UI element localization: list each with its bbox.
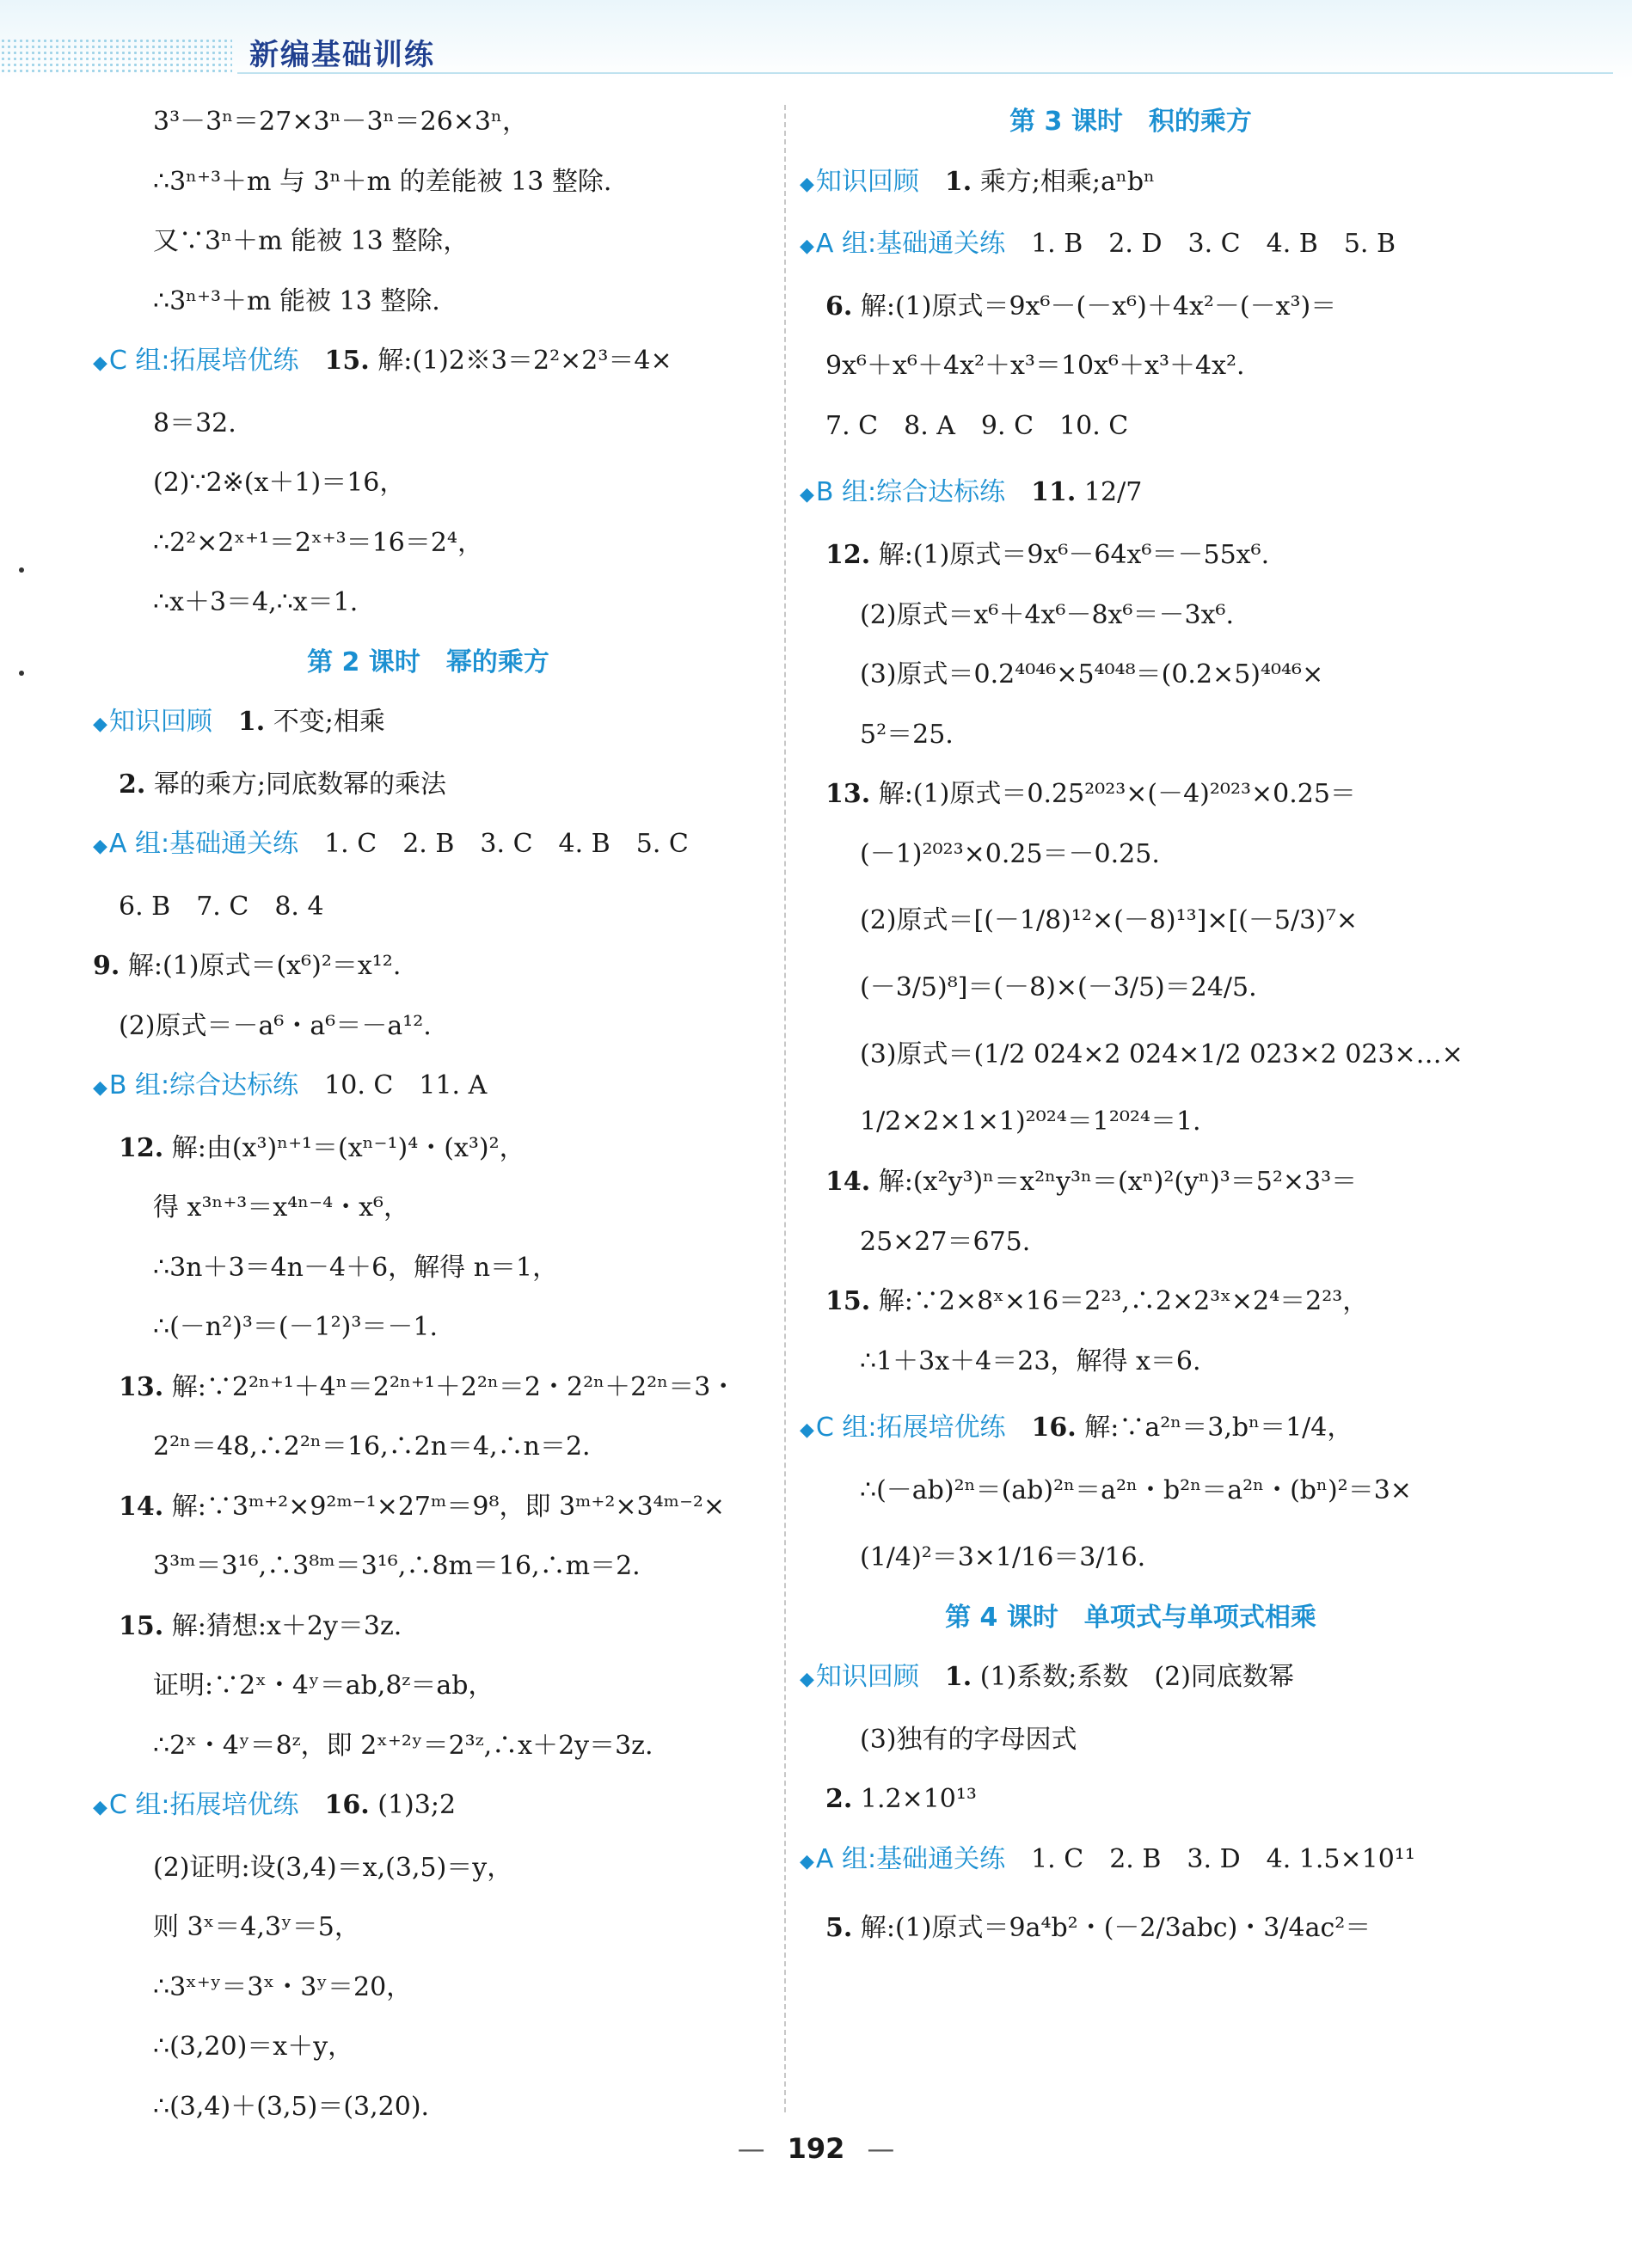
section-line [800,1842,1462,1879]
answer-text: ∴(－n²)³＝(－1²)³＝－1. [153,1312,439,1342]
problem-number: 1. [944,166,972,197]
problem-number: 14. [119,1491,164,1522]
margin-dot [19,671,24,676]
section-label: C 组:拓展培优练 [815,1413,1006,1443]
answer-text: 则 3ˣ＝4,3ʸ＝5， [153,1912,360,1942]
answer-line [93,2030,764,2064]
answer-text: (2)∵2※(x＋1)＝16， [153,468,406,498]
answer-line [93,407,764,441]
answer-line [800,538,1462,573]
footer-dash-right: — [867,2132,895,2165]
answer-line [93,526,764,561]
answer-line [800,964,1462,1012]
section-line [93,344,764,381]
header-rule [237,72,1613,74]
answer-line [93,1971,764,2005]
answer-text: 6. B 7. C 8. 4 [119,891,324,922]
problem-number: 2. [119,769,146,800]
answer-text: 1. C 2. B 3. C 4. B 5. C [324,829,689,859]
answer-text: 2²ⁿ＝48,∴2²ⁿ＝16,∴2n＝4,∴n＝2. [153,1431,591,1462]
answer-text: (3)原式＝(1/2 024×2 024×1/2 023×2 023×…× [860,1039,1463,1070]
problem-number: 15. [825,1286,871,1316]
answer-text: 解:(1)原式＝(x⁶)²＝x¹². [127,951,402,981]
answer-line [93,165,764,199]
section-line [93,1069,764,1106]
lesson-title: 第 4 课时 单项式与单项式相乘 [945,1602,1316,1633]
answer-text: (－3/5)⁸]＝(－8)×(－3/5)＝24/5. [860,972,1257,1002]
answer-line [93,466,764,500]
section-label: A 组:基础通关练 [108,829,299,859]
answer-text: 解:猜想:x＋2y＝3z. [171,1610,402,1641]
problem-number: 14. [825,1167,871,1197]
answer-text: 解:由(x³)ⁿ⁺¹＝(xⁿ⁻¹)⁴・(x³)²， [171,1132,525,1163]
answer-line [93,2090,764,2124]
lesson-title: 第 2 课时 幂的乘方 [307,647,549,677]
answer-text: ∴2²×2ˣ⁺¹＝2ˣ⁺³＝16＝2⁴， [153,527,483,558]
answer-line [93,1430,764,1464]
answer-line [800,1782,1462,1817]
problem-number: 1. [944,1662,972,1692]
margin-dot [19,567,24,573]
problem-number: 9. [93,951,120,981]
answer-line [800,1165,1462,1199]
answer-text: 8＝32. [153,408,236,438]
answer-line [93,890,764,924]
answer-line [93,105,764,139]
section-line [93,1788,764,1825]
answer-line [800,897,1462,945]
answer-text: (1/4)²＝3×1/16＝3/16. [860,1542,1146,1572]
answer-text: 解:(1)原式＝9x⁶－(－x⁶)＋4x²－(－x³)＝ [860,291,1337,322]
answer-line [93,949,764,984]
problem-number: 13. [825,779,871,809]
answer-line [800,837,1462,872]
answer-text: ∴3ⁿ⁺³＋m 能被 13 整除. [153,285,440,316]
diamond-icon: ◆ [800,173,814,195]
answer-text: ∴3ˣ⁺ʸ＝3ˣ・3ʸ＝20， [153,1971,413,2002]
problem-number: 15. [119,1610,164,1641]
section-line [800,1404,1462,1455]
answer-text: 9x⁶＋x⁶＋4x²＋x³＝10x⁶＋x³＋4x². [825,351,1245,381]
section-label: 知识回顾 [108,707,212,737]
column-divider [784,105,786,2112]
answer-text: (2)原式＝[(－1/8)¹²×(－8)¹³]×[(－5/3)⁷× [860,905,1359,935]
section-label: B 组:综合达标练 [108,1070,299,1100]
section-line [800,227,1462,264]
section-label: 知识回顾 [815,1662,919,1692]
footer-dash-left: — [737,2132,765,2165]
answer-line [93,1609,764,1644]
right-column [800,105,1462,1971]
header-band [0,0,1632,79]
answer-line [800,658,1462,692]
answer-line [800,290,1462,324]
answer-text: (1)3;2 [377,1790,457,1820]
answer-text: (2)证明:设(3,4)＝x,(3,5)＝y， [153,1852,513,1883]
problem-number: 16. [1031,1413,1077,1443]
answer-line [800,1534,1462,1582]
answer-line [93,1549,764,1584]
section-line [93,705,764,742]
answer-line [93,1729,764,1763]
diamond-icon: ◆ [800,1850,814,1873]
problem-number: 2. [825,1784,853,1814]
lesson-title: 第 3 课时 积的乘方 [1009,107,1252,137]
answer-text: 12/7 [1083,477,1143,507]
problem-number: 12. [825,540,871,570]
answer-text: 解:(1)原式＝9x⁶－64x⁶＝－55x⁶. [878,540,1270,570]
problem-number: 15. [324,346,370,376]
section-label: C 组:拓展培优练 [108,346,299,376]
answer-text: 5²＝25. [860,719,954,750]
section-label: A 组:基础通关练 [815,1843,1006,1874]
answer-line [93,285,764,319]
answer-text: (3)独有的字母因式 [860,1724,1077,1755]
answer-line [800,1225,1462,1260]
problem-number: 1. [237,707,266,737]
answer-text: 解:∵2²ⁿ⁺¹＋4ⁿ＝2²ⁿ⁺¹＋2²ⁿ＝2・2²ⁿ＋2²ⁿ＝3・ [171,1371,737,1402]
section-label: C 组:拓展培优练 [108,1790,299,1820]
left-column [93,105,764,2149]
answer-text: 得 x³ⁿ⁺³＝x⁴ⁿ⁻⁴・x⁶， [153,1192,410,1223]
section-label: B 组:综合达标练 [815,477,1006,507]
answer-text: 1. B 2. D 3. C 4. B 5. B [1031,229,1396,259]
problem-number: 13. [119,1371,164,1402]
section-label: A 组:基础通关练 [815,229,1006,259]
answer-text: 1.2×10¹³ [860,1784,977,1814]
answer-text: 1/2×2×1×1)²⁰²⁴＝1²⁰²⁴＝1. [860,1106,1201,1137]
diamond-icon: ◆ [93,352,107,374]
answer-text: 10. C 11. A [324,1070,488,1100]
answer-text: 解:(1)原式＝0.25²⁰²³×(－4)²⁰²³×0.25＝ [878,779,1356,809]
diamond-icon: ◆ [800,236,814,257]
header-dot-pattern [0,38,232,72]
answer-line [93,224,764,259]
answer-text: 证明:∵2ˣ・4ʸ＝ab,8ᶻ＝ab， [153,1670,494,1701]
answer-line [93,1490,764,1524]
answer-text: 3³－3ⁿ＝27×3ⁿ－3ⁿ＝26×3ⁿ， [153,107,528,137]
answer-line [93,1370,764,1405]
answer-line [93,585,764,620]
section-label: 知识回顾 [815,166,919,197]
answer-line [800,1474,1462,1508]
book-title: 新编基础训练 [249,38,435,72]
answer-text: ∴3n＋3＝4n－4＋6，解得 n＝1， [153,1252,559,1283]
diamond-icon: ◆ [93,1077,107,1099]
answer-line [93,1851,764,1885]
answer-text: 解:∵a²ⁿ＝3,bⁿ＝1/4， [1084,1413,1353,1443]
diamond-icon: ◆ [93,714,107,735]
answer-text: ∴1＋3x＋4＝23，解得 x＝6. [860,1345,1201,1376]
section-line [800,1660,1462,1697]
answer-text: 解:(1)2※3＝2²×2³＝4× [377,346,672,376]
diamond-icon: ◆ [800,1669,814,1690]
answer-text: 7. C 8. A 9. C 10. C [825,410,1129,441]
answer-text: ∴(3,20)＝x＋y， [153,2032,354,2062]
answer-line [93,1009,764,1044]
section-line [93,827,764,864]
diamond-icon: ◆ [93,1797,107,1818]
answer-line [93,1131,764,1166]
answer-line [93,1310,764,1345]
answer-text: ∴(－ab)²ⁿ＝(ab)²ⁿ＝a²ⁿ・b²ⁿ＝a²ⁿ・(bⁿ)²＝3× [860,1475,1412,1505]
answer-text: 幂的乘方;同底数幂的乘法 [153,769,446,800]
diamond-icon: ◆ [800,484,814,506]
answer-line [800,718,1462,752]
answer-text: 不变;相乘 [273,707,385,737]
answer-text: 解:(x²y³)ⁿ＝x²ⁿy³ⁿ＝(xⁿ)²(yⁿ)³＝5²×3³＝ [878,1167,1358,1197]
answer-text: ∴(3,4)＋(3,5)＝(3,20). [153,2091,430,2122]
answer-line [93,1910,764,1945]
answer-text: 又∵3ⁿ＋m 能被 13 整除， [153,226,469,256]
diamond-icon: ◆ [800,1419,814,1441]
answer-line [800,598,1462,633]
diamond-icon: ◆ [93,836,107,857]
answer-text: (3)原式＝0.2⁴⁰⁴⁶×5⁴⁰⁴⁸＝(0.2×5)⁴⁰⁴⁶× [860,659,1324,690]
answer-text: 解:(1)原式＝9a⁴b²・(－2/3abc)・3/4ac²＝ [860,1913,1371,1943]
section-line [800,165,1462,202]
answer-text: ∴2ˣ・4ʸ＝8ᶻ，即 2ˣ⁺²ʸ＝2³ᶻ,∴x＋2y＝3z. [153,1730,653,1761]
answer-text: 25×27＝675. [860,1226,1031,1257]
answer-line [800,1098,1462,1146]
answer-text: (－1)²⁰²³×0.25＝－0.25. [860,838,1160,869]
answer-line [93,1251,764,1285]
answer-text: (2)原式＝x⁶＋4x⁶－8x⁶＝－3x⁶. [860,599,1235,630]
answer-line [800,1031,1462,1079]
answer-text: ∴3ⁿ⁺³＋m 与 3ⁿ＋m 的差能被 13 整除. [153,166,612,197]
problem-number: 6. [825,291,853,322]
answer-line [800,777,1462,812]
answer-line [93,1669,764,1703]
problem-number: 5. [825,1913,853,1943]
answer-line [93,768,764,802]
section-line [800,469,1462,519]
answer-text: 1. C 2. B 3. D 4. 1.5×10¹¹ [1031,1843,1415,1874]
answer-line [800,409,1462,444]
answer-text: 3³ᵐ＝3¹⁶,∴3⁸ᵐ＝3¹⁶,∴8m＝16,∴m＝2. [153,1551,641,1581]
answer-line [800,349,1462,383]
answer-line [93,1191,764,1225]
answer-line [800,1345,1462,1379]
answer-text: 解:∵3ᵐ⁺²×9²ᵐ⁻¹×27ᵐ＝9⁸，即 3ᵐ⁺²×3⁴ᵐ⁻²× [171,1491,726,1522]
answer-text: (2)原式＝－a⁶・a⁶＝－a¹². [119,1010,432,1041]
answer-text: ∴x＋3＝4,∴x＝1. [153,587,359,617]
problem-number: 12. [119,1132,164,1163]
answer-line [800,1723,1462,1757]
answer-line [800,1284,1462,1319]
answer-line [800,1904,1462,1952]
answer-text: 解:∵2×8ˣ×16＝2²³,∴2×2³ˣ×2⁴＝2²³， [878,1286,1369,1316]
answer-text: (1)系数;系数 (2)同底数幂 [979,1662,1294,1692]
page-number: 192 [787,2132,845,2165]
problem-number: 16. [324,1790,370,1820]
answer-text: 乘方;相乘;aⁿbⁿ [979,166,1156,197]
problem-number: 11. [1031,477,1077,507]
page-footer [0,2132,1632,2165]
